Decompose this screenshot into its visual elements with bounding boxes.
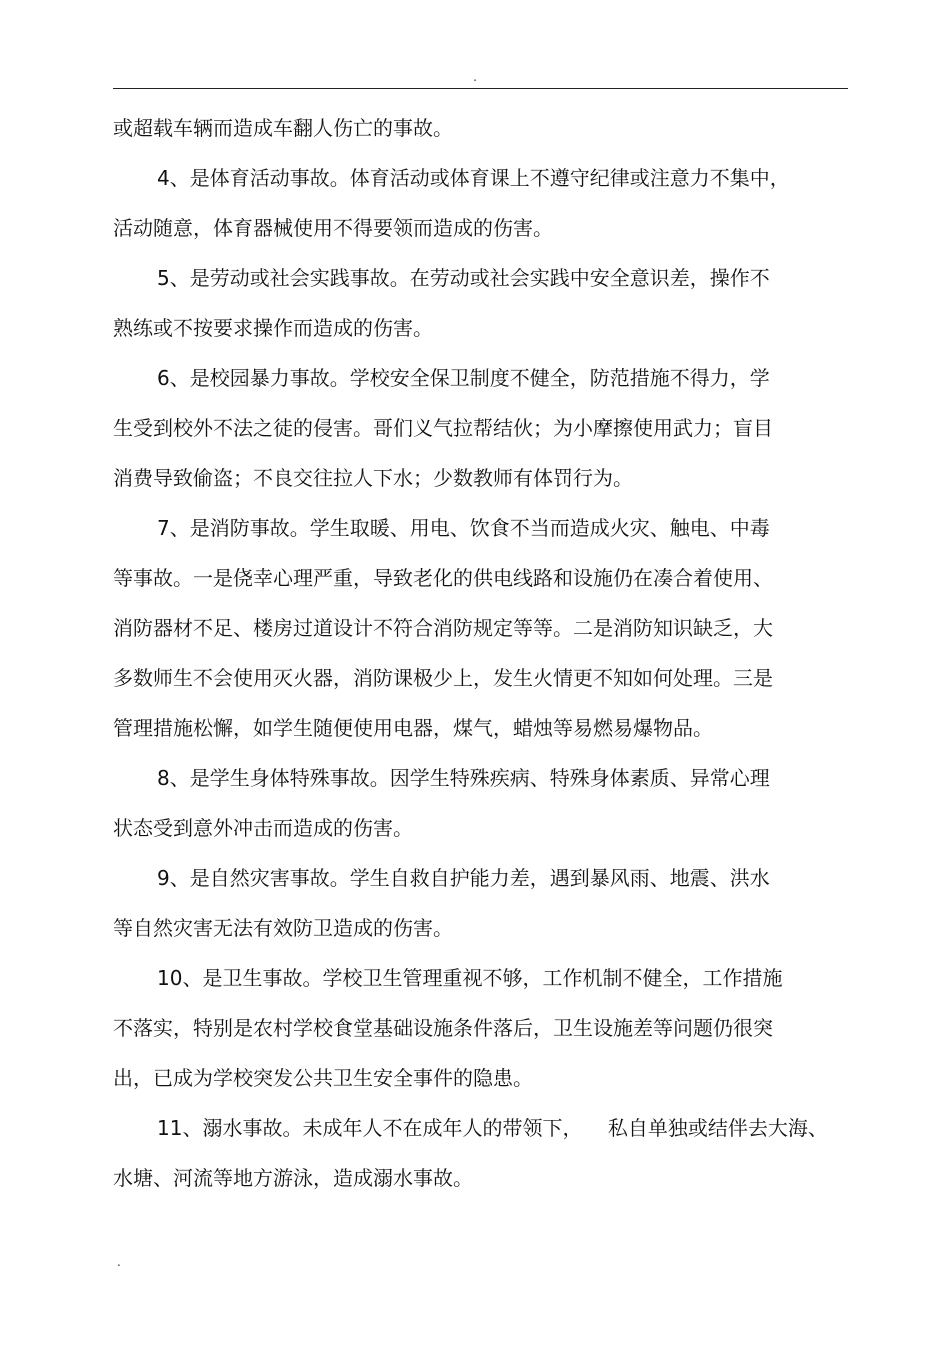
paragraph-6-line-3: 消费导致偷盗；不良交往拉人下水；少数教师有体罚行为。 bbox=[113, 466, 633, 490]
paragraph-4-line-2: 活动随意，体育器械使用不得要领而造成的伤害。 bbox=[113, 216, 553, 240]
paragraph-8-line-2: 状态受到意外冲击而造成的伤害。 bbox=[113, 816, 413, 840]
paragraph-6-line-2: 生受到校外不法之徒的侵害。哥们义气拉帮结伙；为小摩擦使用武力；盲目 bbox=[113, 416, 773, 440]
paragraph-10-line-2: 不落实，特别是农村学校食堂基础设施条件落后，卫生设施差等问题仍很突 bbox=[113, 1016, 773, 1040]
paragraph-9-line-2: 等自然灾害无法有效防卫造成的伤害。 bbox=[113, 916, 453, 940]
paragraph-4-line-1: 4、是体育活动事故。体育活动或体育课上不遵守纪律或注意力不集中， bbox=[157, 166, 790, 190]
paragraph-10-line-1: 10、是卫生事故。学校卫生管理重视不够，工作机制不健全，工作措施 bbox=[157, 966, 783, 990]
paragraph-7-line-3: 消防器材不足、楼房过道设计不符合消防规定等等。二是消防知识缺乏，大 bbox=[113, 616, 773, 640]
paragraph-11-line-1: 11、溺水事故。未成年人不在成年人的带领下， 私自单独或结伴去大海、 bbox=[157, 1116, 828, 1140]
footer-mark: . bbox=[117, 1255, 121, 1269]
paragraph-11-line-2: 水塘、河流等地方游泳，造成溺水事故。 bbox=[113, 1166, 473, 1190]
document-body bbox=[113, 103, 853, 1203]
paragraph-8-line-1: 8、是学生身体特殊事故。因学生特殊疾病、特殊身体素质、异常心理 bbox=[157, 766, 770, 790]
paragraph-5-line-2: 熟练或不按要求操作而造成的伤害。 bbox=[113, 316, 433, 340]
paragraph-5-line-1: 5、是劳动或社会实践事故。在劳动或社会实践中安全意识差，操作不 bbox=[157, 266, 770, 290]
header-mark: . bbox=[473, 70, 477, 84]
paragraph-9-line-1: 9、是自然灾害事故。学生自救自护能力差，遇到暴风雨、地震、洪水 bbox=[157, 866, 770, 890]
paragraph-10-line-3: 出，已成为学校突发公共卫生安全事件的隐患。 bbox=[113, 1066, 533, 1090]
text-line: 或超载车辆而造成车翻人伤亡的事故。 bbox=[113, 116, 453, 140]
paragraph-7-line-2: 等事故。一是侥幸心理严重，导致老化的供电线路和设施仍在凑合着使用、 bbox=[113, 566, 773, 590]
header-rule bbox=[113, 88, 848, 89]
paragraph-7-line-1: 7、是消防事故。学生取暖、用电、饮食不当而造成火灾、触电、中毒 bbox=[157, 516, 770, 540]
paragraph-6-line-1: 6、是校园暴力事故。学校安全保卫制度不健全，防范措施不得力，学 bbox=[157, 366, 770, 390]
paragraph-7-line-4: 多数师生不会使用灭火器，消防课极少上，发生火情更不知如何处理。三是 bbox=[113, 666, 773, 690]
paragraph-7-line-5: 管理措施松懈，如学生随便使用电器，煤气，蜡烛等易燃易爆物品。 bbox=[113, 716, 713, 740]
